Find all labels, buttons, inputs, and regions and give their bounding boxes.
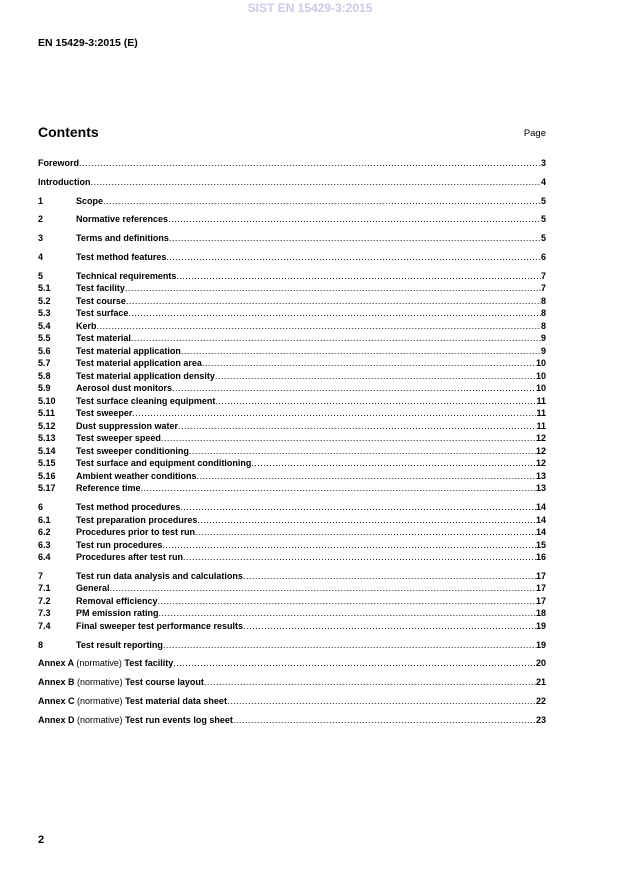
- toc-entry[interactable]: [38, 357, 546, 370]
- dot-leader: [161, 432, 536, 445]
- toc-entry-page: 10: [535, 358, 546, 369]
- toc-entry-title: Technical requirements: [76, 270, 177, 281]
- toc-entry-page: 9: [540, 333, 546, 344]
- toc-entry-title: Test sweeper conditioning: [76, 445, 189, 456]
- toc-entry-title: Test run procedures: [76, 539, 163, 550]
- toc-entry-page: 19: [535, 639, 546, 650]
- toc-entry[interactable]: [38, 432, 546, 445]
- toc-entry-page: 7: [540, 270, 546, 281]
- dot-leader: [141, 482, 536, 495]
- toc-entry-title: Aerosol dust monitors: [76, 383, 173, 394]
- dot-leader: [173, 657, 536, 670]
- watermark: SIST EN 15429-3:2015: [247, 1, 373, 15]
- toc-entry-number: 7.1: [38, 583, 51, 594]
- toc-entry-number: 5.15: [38, 458, 56, 469]
- toc-entry-title: Annex B (normative) Test course layout: [38, 677, 204, 688]
- toc-entry[interactable]: [38, 457, 546, 470]
- toc-entry[interactable]: [38, 420, 546, 433]
- toc-entry-page: 18: [535, 608, 546, 619]
- toc-entry-title: Test preparation procedures: [76, 514, 198, 525]
- toc-entry-page: 8: [540, 295, 546, 306]
- toc-entry-title: Test material application density: [76, 370, 215, 381]
- toc-entry-page: 16: [535, 552, 546, 563]
- dot-leader: [180, 501, 536, 514]
- toc-entry-title: Annex A (normative) Test facility: [38, 658, 174, 669]
- dot-leader: [91, 176, 541, 189]
- toc-entry-title: Annex D (normative) Test run events log sheet: [38, 714, 233, 725]
- toc-entry-page: 4: [540, 176, 546, 187]
- dot-leader: [169, 232, 541, 245]
- toc-entry-page: 7: [540, 283, 546, 294]
- toc-entry-page: 12: [535, 458, 546, 469]
- toc-entry-number: 5.5: [38, 333, 51, 344]
- toc-entry[interactable]: [38, 407, 546, 420]
- toc-entry-page: 5: [540, 233, 546, 244]
- toc-entry-page: 13: [535, 483, 546, 494]
- toc-entry[interactable]: [38, 657, 546, 670]
- toc-entry[interactable]: [38, 676, 546, 689]
- toc-entry-number: 5.9: [38, 383, 51, 394]
- toc-entry-title: Normative references: [76, 214, 169, 225]
- toc-entry-title: General: [76, 583, 110, 594]
- page-column-label: Page: [523, 128, 546, 139]
- toc-entry-page: 10: [535, 370, 546, 381]
- toc-entry[interactable]: [38, 595, 546, 608]
- toc-entry[interactable]: [38, 582, 546, 595]
- dot-leader: [131, 332, 541, 345]
- contents-title: Contents: [38, 124, 99, 140]
- toc-entry-page: 11: [536, 395, 546, 406]
- dot-leader: [204, 676, 536, 689]
- dot-leader: [202, 357, 536, 370]
- toc-entry-page: 17: [535, 570, 546, 581]
- toc-entry-page: 8: [540, 320, 546, 331]
- toc-entry-page: 11: [536, 420, 546, 431]
- toc-entry-number: 5: [38, 270, 44, 281]
- toc-entry-number: 7.4: [38, 620, 51, 631]
- table-of-contents: [38, 157, 546, 726]
- toc-entry[interactable]: [38, 551, 546, 564]
- toc-entry[interactable]: [38, 295, 546, 308]
- toc-entry-number: 5.11: [38, 408, 56, 419]
- dot-leader: [215, 370, 536, 383]
- toc-entry[interactable]: [38, 332, 546, 345]
- toc-entry-title: Kerb: [76, 320, 97, 331]
- toc-entry[interactable]: [38, 232, 546, 245]
- dot-leader: [197, 470, 536, 483]
- toc-entry-number: 5.1: [38, 283, 51, 294]
- toc-entry-title: Test course: [76, 295, 126, 306]
- page-number: 2: [38, 834, 45, 846]
- toc-entry-number: 7: [38, 570, 44, 581]
- toc-entry[interactable]: [38, 345, 546, 358]
- dot-leader: [195, 526, 536, 539]
- toc-entry-title: Annex C (normative) Test material data sheet: [38, 696, 227, 707]
- toc-entry[interactable]: [38, 320, 546, 333]
- toc-entry[interactable]: [38, 526, 546, 539]
- toc-entry-page: 14: [535, 527, 546, 538]
- toc-entry-number: 5.17: [38, 483, 56, 494]
- toc-entry[interactable]: [38, 607, 546, 620]
- toc-entry-number: 5.16: [38, 470, 56, 481]
- toc-entry-title: Test run data analysis and calculations: [76, 570, 243, 581]
- toc-entry-number: 6.1: [38, 514, 51, 525]
- toc-entry-page: 17: [535, 595, 546, 606]
- toc-entry[interactable]: [38, 514, 546, 527]
- dot-leader: [126, 295, 541, 308]
- toc-entry[interactable]: [38, 251, 546, 264]
- toc-entry-title: Test result reporting: [76, 639, 163, 650]
- toc-entry-number: 5.12: [38, 420, 56, 431]
- dot-leader: [158, 595, 536, 608]
- toc-entry-title: Terms and definitions: [76, 233, 169, 244]
- dot-leader: [215, 395, 536, 408]
- toc-entry-page: 8: [540, 308, 546, 319]
- dot-leader: [97, 320, 541, 333]
- toc-entry-page: 19: [535, 620, 546, 631]
- toc-entry-title: Reference time: [76, 483, 141, 494]
- toc-entry-page: 13: [535, 470, 546, 481]
- dot-leader: [128, 307, 541, 320]
- toc-entry-title: Introduction: [38, 176, 91, 187]
- toc-entry-title: Test material: [76, 333, 131, 344]
- toc-entry-number: 3: [38, 233, 44, 244]
- toc-entry-page: 14: [535, 502, 546, 513]
- toc-entry[interactable]: [38, 157, 546, 170]
- dot-leader: [159, 607, 536, 620]
- toc-entry-title: Test facility: [76, 283, 125, 294]
- toc-entry-title: Removal efficiency: [76, 595, 158, 606]
- toc-entry-number: 5.4: [38, 320, 51, 331]
- toc-entry-title: Test surface: [76, 308, 129, 319]
- toc-entry-number: 8: [38, 639, 44, 650]
- toc-entry-page: 20: [535, 658, 546, 669]
- toc-entry[interactable]: [38, 307, 546, 320]
- toc-entry-page: 5: [540, 214, 546, 225]
- toc-entry-title: Scope: [76, 195, 104, 206]
- toc-entry-title: Test surface and equipment conditioning: [76, 458, 252, 469]
- toc-entry-page: 15: [535, 539, 546, 550]
- toc-entry-title: PM emission rating: [76, 608, 159, 619]
- toc-entry-page: 12: [535, 445, 546, 456]
- dot-leader: [183, 551, 536, 564]
- toc-entry-title: Test material application: [76, 345, 181, 356]
- toc-entry-number: 5.10: [38, 395, 56, 406]
- dot-leader: [168, 213, 541, 226]
- toc-entry[interactable]: [38, 470, 546, 483]
- dot-leader: [178, 420, 536, 433]
- toc-entry-title: Test surface cleaning equipment: [76, 395, 216, 406]
- toc-entry-number: 5.6: [38, 345, 51, 356]
- toc-entry[interactable]: [38, 620, 546, 633]
- dot-leader: [172, 382, 536, 395]
- toc-entry-number: 5.7: [38, 358, 51, 369]
- toc-entry[interactable]: [38, 714, 546, 727]
- dot-leader: [189, 445, 536, 458]
- toc-entry-title: Test sweeper speed: [76, 433, 161, 444]
- dot-leader: [251, 457, 536, 470]
- dot-leader: [79, 157, 541, 170]
- toc-entry[interactable]: [38, 270, 546, 283]
- toc-entry-page: 11: [536, 408, 546, 419]
- toc-entry-page: 9: [540, 345, 546, 356]
- toc-entry-number: 5.14: [38, 445, 56, 456]
- toc-entry[interactable]: [38, 370, 546, 383]
- toc-entry-number: 6.4: [38, 552, 51, 563]
- toc-entry-page: 12: [535, 433, 546, 444]
- toc-entry-number: 6.2: [38, 527, 51, 538]
- toc-entry-page: 17: [535, 583, 546, 594]
- toc-entry-number: 5.3: [38, 308, 51, 319]
- dot-leader: [162, 539, 536, 552]
- dot-leader: [176, 270, 541, 283]
- toc-entry-page: 22: [535, 696, 546, 707]
- toc-entry[interactable]: [38, 395, 546, 408]
- toc-entry-number: 7.3: [38, 608, 51, 619]
- toc-entry-number: 4: [38, 251, 44, 262]
- toc-entry-number: 5.2: [38, 295, 51, 306]
- toc-entry[interactable]: [38, 539, 546, 552]
- toc-entry-page: 5: [540, 195, 546, 206]
- toc-entry-number: 5.13: [38, 433, 56, 444]
- toc-entry[interactable]: [38, 445, 546, 458]
- toc-entry-number: 7.2: [38, 595, 51, 606]
- toc-entry-title: Foreword: [38, 158, 80, 168]
- toc-entry-page: 14: [535, 514, 546, 525]
- toc-entry[interactable]: [38, 382, 546, 395]
- toc-entry[interactable]: [38, 195, 546, 208]
- toc-entry-number: 5.8: [38, 370, 51, 381]
- dot-leader: [163, 639, 536, 652]
- toc-entry[interactable]: [38, 282, 546, 295]
- toc-entry-title: Test method features: [76, 251, 167, 262]
- dot-leader: [197, 514, 536, 527]
- toc-entry[interactable]: [38, 482, 546, 495]
- toc-entry-title: Test sweeper: [76, 408, 133, 419]
- dot-leader: [125, 282, 541, 295]
- toc-entry-page: 6: [540, 251, 546, 262]
- dot-leader: [166, 251, 541, 264]
- toc-entry-title: Procedures after test run: [76, 552, 184, 563]
- toc-entry[interactable]: [38, 639, 546, 652]
- toc-entry-page: 10: [535, 383, 546, 394]
- toc-entry-number: 2: [38, 214, 44, 225]
- dot-leader: [103, 195, 541, 208]
- toc-entry-title: Ambient weather conditions: [76, 470, 197, 481]
- document-header: EN 15429-3:2015 (E): [38, 37, 138, 49]
- dot-leader: [227, 695, 536, 708]
- dot-leader: [233, 714, 536, 727]
- toc-entry-number: 6: [38, 502, 44, 513]
- toc-entry-title: Test method procedures: [76, 502, 181, 513]
- toc-entry-page: 23: [535, 714, 546, 725]
- toc-entry[interactable]: [38, 570, 546, 583]
- dot-leader: [181, 345, 541, 358]
- toc-entry-number: 1: [38, 195, 44, 206]
- toc-entry[interactable]: [38, 501, 546, 514]
- toc-entry-title: Dust suppression water: [76, 420, 179, 431]
- toc-entry-title: Final sweeper test performance results: [76, 620, 244, 631]
- toc-entry-page: 21: [535, 677, 546, 688]
- dot-leader: [243, 570, 536, 583]
- dot-leader: [132, 407, 536, 420]
- toc-entry-number: 6.3: [38, 539, 51, 550]
- toc-entry[interactable]: [38, 176, 546, 189]
- toc-entry[interactable]: [38, 213, 546, 226]
- toc-entry-title: Procedures prior to test run: [76, 527, 196, 538]
- toc-entry-page: 3: [540, 158, 546, 168]
- toc-entry[interactable]: [38, 695, 546, 708]
- dot-leader: [110, 582, 536, 595]
- toc-entry-title: Test material application area: [76, 358, 202, 369]
- dot-leader: [243, 620, 536, 633]
